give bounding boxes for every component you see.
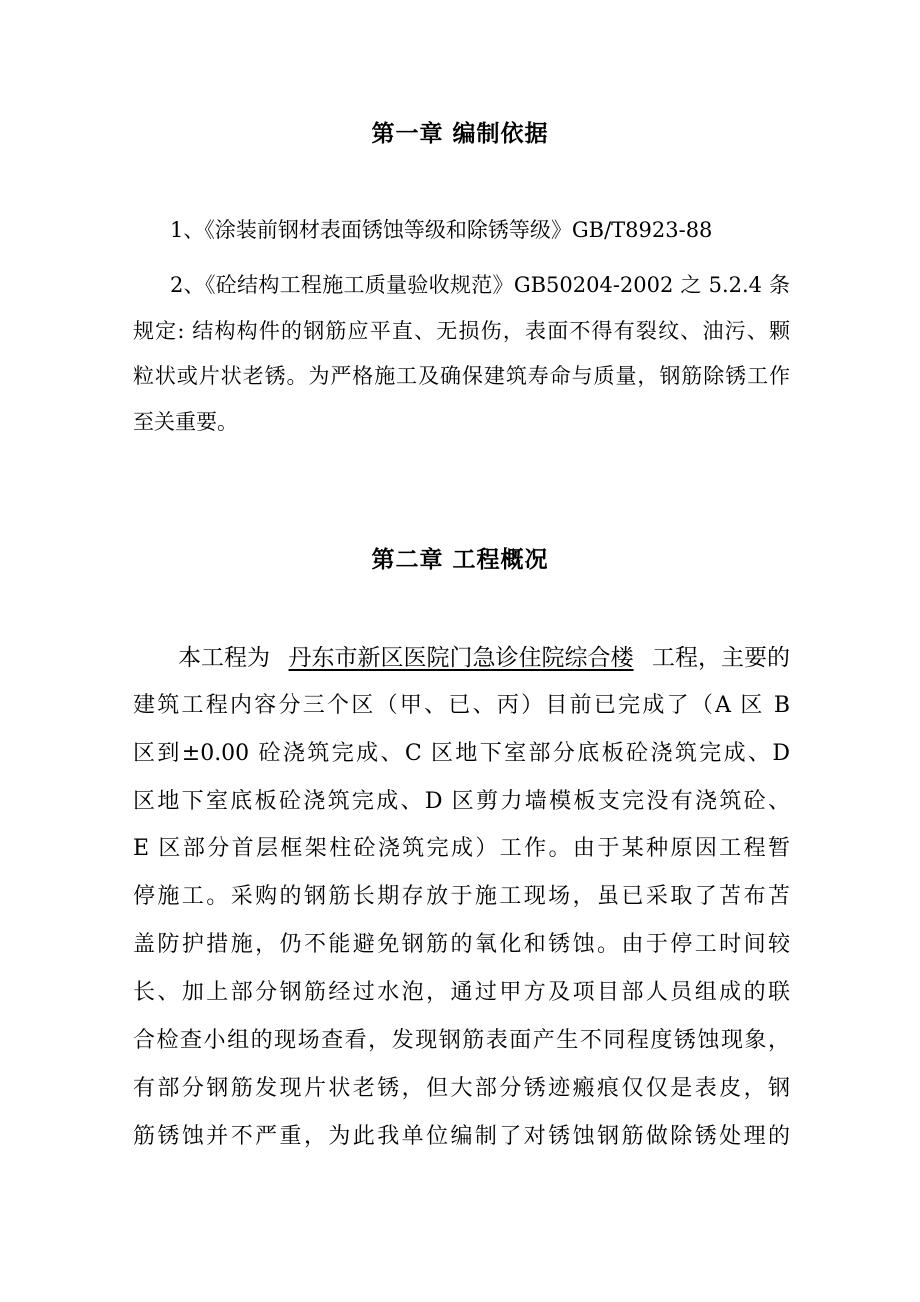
overview-line-3: 区到±0.00 砼浇筑完成、C 区地下室部分底板砼浇筑完成、D	[133, 741, 790, 766]
overview-line-5: E 区部分首层框架柱砼浇筑完成）工作。由于某种原因工程暂	[133, 836, 790, 861]
overview-line-9: 合检查小组的现场查看，发现钢筋表面产生不同程度锈蚀现象，	[133, 1028, 790, 1053]
chapter-1-title: 第一章 编制依据	[371, 121, 549, 147]
overview-line-7: 盖防护措施，仍不能避免钢筋的氧化和锈蚀。由于停工时间较	[133, 932, 790, 957]
basis-item-2-line-2: 规定: 结构构件的钢筋应平直、无损伤，表面不得有裂纹、油污、颗	[133, 319, 790, 343]
overview-line-4: 区地下室底板砼浇筑完成、D 区剪力墙模板支完没有浇筑砼、	[133, 789, 790, 814]
basis-item-2-line-4: 至关重要。	[133, 410, 238, 434]
overview-line-1	[178, 641, 790, 675]
overview-line-8: 长、加上部分钢筋经过水泡，通过甲方及项目部人员组成的联	[133, 980, 790, 1005]
overview-line-2: 建筑工程内容分三个区（甲、已、丙）目前已完成了（A 区 B	[133, 693, 790, 718]
basis-item-2-line-3: 粒状或片状老锈。为严格施工及确保建筑寿命与质量，钢筋除锈工作	[133, 364, 790, 388]
project-name: 丹东市新区医院门急诊住院综合楼	[288, 645, 634, 671]
overview-line-11: 筋锈蚀并不严重，为此我单位编制了对锈蚀钢筋做除锈处理的	[133, 1124, 790, 1149]
overview-line-10: 有部分钢筋发现片状老锈，但大部分锈迹瘢痕仅仅是表皮，钢	[133, 1076, 790, 1101]
overview-line-6: 停施工。采购的钢筋长期存放于施工现场，虽已采取了苫布苫	[133, 884, 790, 909]
basis-item-1: 1、《涂装前钢材表面锈蚀等级和除锈等级》GB/T8923-88	[170, 218, 713, 242]
overview-suffix: 工程，主要的	[652, 645, 790, 671]
basis-item-2-line-1: 2、《砼结构工程施工质量验收规范》GB50204-2002 之 5.2.4 条	[170, 273, 790, 297]
chapter-2-title: 第二章 工程概况	[371, 547, 549, 573]
overview-prefix: 本工程为	[178, 645, 270, 671]
